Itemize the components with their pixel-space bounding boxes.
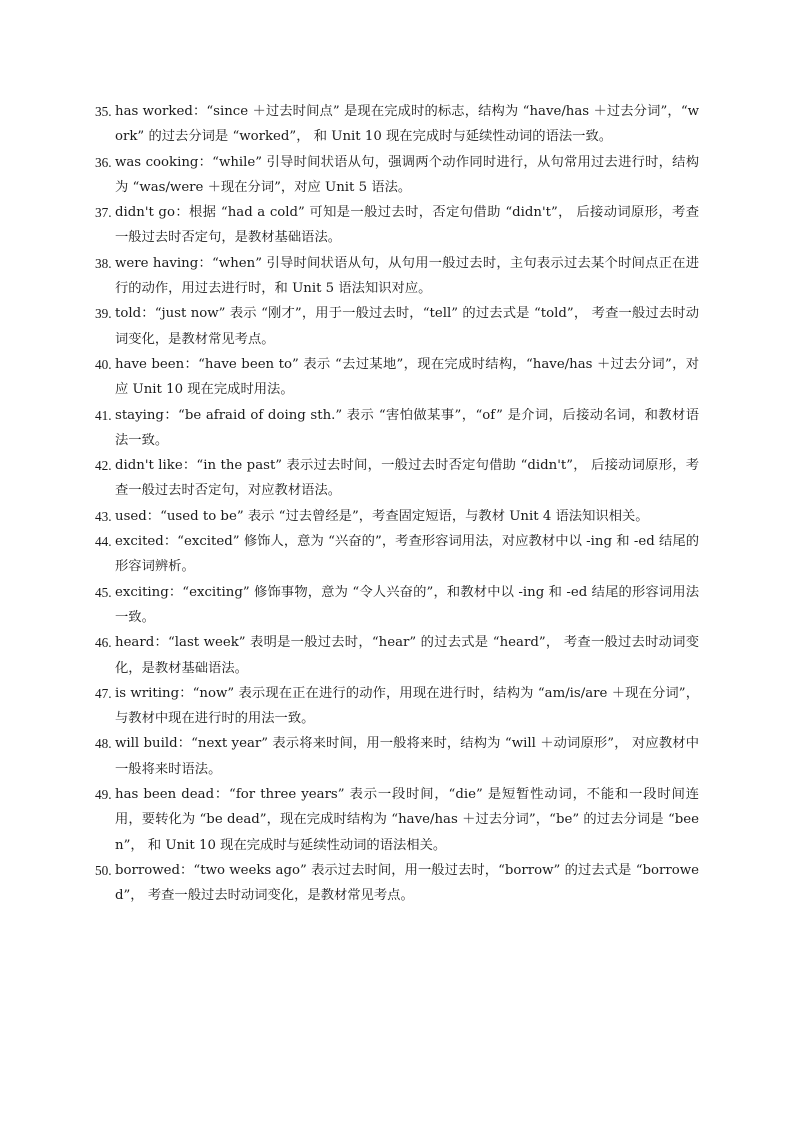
- list-item: [95, 580, 699, 631]
- list-item: [95, 403, 699, 454]
- list-item: [95, 529, 699, 580]
- item-text: has been dead：“for three years” 表示一段时间，“die” 是短暂性动词，不能和一段时间连用，要转化为 “be dead”，现在完成时结构为 “have/has ＋过去分词”，“be” 的过去分词是 “been”， 和 Unit 10 现在完成时与延续性动词的语法相关。: [115, 787, 699, 853]
- item-number: 48.: [95, 736, 112, 752]
- item-number: 41.: [95, 407, 112, 423]
- list-item: [95, 150, 699, 201]
- item-number: 42.: [95, 458, 112, 474]
- list-item: [95, 630, 699, 681]
- item-number: 36.: [95, 154, 112, 170]
- list-item: [95, 251, 699, 302]
- item-text: have been：“have been to” 表示 “去过某地”，现在完成时结构，“have/has ＋过去分词”，对应 Unit 10 现在完成时用法。: [115, 356, 699, 398]
- list-item: [95, 782, 699, 858]
- item-text: borrowed：“two weeks ago” 表示过去时间，用一般过去时，“borrow” 的过去式是 “borrowed”， 考查一般过去时动词变化，是教材常见考点。: [115, 862, 699, 904]
- item-text: didn't go：根据 “had a cold” 可知是一般过去时，否定句借助 “didn't”， 后接动词原形，考查一般过去时否定句，是教材基础语法。: [115, 205, 699, 246]
- list-item: [95, 352, 699, 403]
- item-number: 45.: [95, 584, 112, 600]
- item-text: told：“just now” 表示 “刚才”，用于一般过去时，“tell” 的过去式是 “told”， 考查一般过去时动词变化，是教材常见考点。: [115, 306, 699, 347]
- item-text: were having：“when” 引导时间状语从句，从句用一般过去时，主句表示过去某个时间点正在进行的动作，用过去进行时，和 Unit 5 语法知识对应。: [115, 255, 699, 297]
- item-text: excited：“excited” 修饰人，意为 “兴奋的”，考查形容词用法，对应教材中以 -ing 和 -ed 结尾的形容词辨析。: [115, 534, 699, 575]
- list-item: [95, 99, 699, 150]
- item-number: 40.: [95, 356, 112, 372]
- item-number: 46.: [95, 635, 112, 651]
- item-number: 44.: [95, 534, 112, 550]
- item-number: 37.: [95, 205, 112, 221]
- item-text: staying：“be afraid of doing sth.” 表示 “害怕做某事”，“of” 是介词，后接动名词，和教材语法一致。: [115, 407, 699, 448]
- item-number: 38.: [95, 255, 112, 271]
- list-item: [95, 681, 699, 732]
- list-item: [95, 504, 699, 529]
- item-number: 49.: [95, 787, 112, 803]
- list-item: [95, 453, 699, 504]
- item-text: will build：“next year” 表示将来时间，用一般将来时，结构为 “will ＋动词原形”， 对应教材中一般将来时语法。: [115, 736, 699, 777]
- item-number: 43.: [95, 508, 112, 524]
- item-text: exciting：“exciting” 修饰事物，意为 “令人兴奋的”，和教材中以 -ing 和 -ed 结尾的形容词用法一致。: [115, 584, 699, 625]
- item-number: 39.: [95, 306, 112, 322]
- item-text: heard：“last week” 表明是一般过去时，“hear” 的过去式是 “heard”， 考查一般过去时动词变化，是教材基础语法。: [115, 635, 699, 676]
- item-text: is writing：“now” 表示现在正在进行的动作，用现在进行时，结构为 “am/is/are ＋现在分词”，与教材中现在进行时的用法一致。: [115, 685, 699, 727]
- item-number: 35.: [95, 104, 112, 119]
- list-item: [95, 731, 699, 782]
- item-text: didn't like：“in the past” 表示过去时间，一般过去时否定句借助 “didn't”， 后接动词原形，考查一般过去时否定句，对应教材语法。: [115, 458, 699, 499]
- list-item: [95, 858, 699, 909]
- item-text: was cooking：“while” 引导时间状语从句，强调两个动作同时进行，从句常用过去进行时，结构为 “was/were ＋现在分词”，对应 Unit 5 语法。: [115, 154, 699, 195]
- answer-explanation-list: [95, 99, 699, 909]
- list-item: [95, 301, 699, 352]
- item-text: has worked：“since ＋过去时间点” 是现在完成时的标志，结构为 “have/has ＋过去分词”，“work” 的过去分词是 “worked”， 和 Unit 10 现在完成时与延续性动词的语法一致。: [115, 104, 699, 145]
- item-number: 47.: [95, 685, 112, 701]
- item-text: used：“used to be” 表示 “过去曾经是”，考查固定短语，与教材 Unit 4 语法知识相关。: [115, 508, 649, 524]
- item-number: 50.: [95, 862, 112, 878]
- list-item: [95, 200, 699, 251]
